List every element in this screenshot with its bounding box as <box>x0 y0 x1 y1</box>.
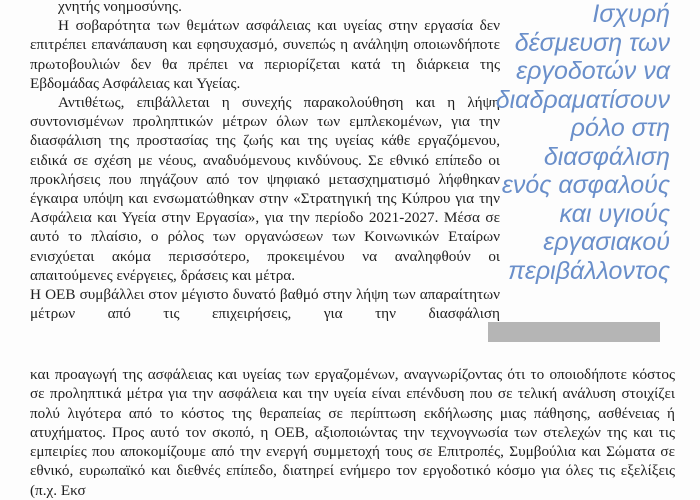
pull-quote-rule <box>488 322 660 342</box>
article-full-width <box>30 365 675 500</box>
article-fragment-top: χνητής νοημοσύνης. <box>58 0 182 15</box>
pull-quote: Ισχυρή δέσμευση των εργοδοτών να διαδραματίσουν ρόλο στη διασφάλιση ενός ασφαλούς και υγιούς εργασιακού περιβάλλοντος <box>495 0 670 285</box>
article-paragraph-3-start: Η ΟΕΒ συμβάλλει στον μέγιστο δυνατό βαθμό στην λήψη των απαραίτητων μέτρων από τις επιχειρήσεις, για την διασφάλιση <box>30 286 500 323</box>
article-column <box>30 0 500 323</box>
article-paragraph-1: Η σοβαρότητα των θεμάτων ασφάλειας και υγείας στην εργασία δεν επιτρέπει επανάπαυση και εφησυχασμό, συνεπώς η ανάληψη οποιωνδήποτε πρωτοβουλιών δεν θα πρέπει να περιορίζεται κατά τη διάρκεια της Εβδομάδας Ασφάλειας και Υγείας. <box>30 17 500 92</box>
article-paragraph-3-continued: και προαγωγή της ασφάλειας και υγείας των εργαζομένων, αναγνωρίζοντας ότι το οποιοδήποτε κόστος σε προληπτικά μέτρα για την ασφάλεια και την υγεία είναι επένδυση που σε τελική ανάλυση στοιχίζει πολύ λιγότερα από το κόστος της θεραπείας σε περίπτωση εκδήλωσης μιας πάθησης, ασθένειας ή ατυχήματος. Προς αυτό τον σκοπό, η ΟΕΒ, αξιοποιώντας την τεχνογνωσία των στελεχών της και τις εμπειρίες που αποκομίζουμε από την ενεργή συμμετοχή τους σε Επιτροπές, Συμβούλια και Σώματα σε εθνικό, ευρωπαϊκό και διεθνές επίπεδο, διατηρεί ενήμερο τον εργοδοτικό κόσμο για όλες τις εξελίξεις (π.χ. Εκσ <box>30 366 675 499</box>
article-paragraph-2: Αντιθέτως, επιβάλλεται η συνεχής παρακολούθηση και η λήψη συντονισμένων προληπτικών μέτρων όλων των εμπλεκομένων, για την διασφάλιση της προστασίας της ζωής και της υγείας κάθε εργαζόμενου, ειδικά σε σχέση με νέους, αναδυόμενους κινδύνους. Σε εθνικό επίπεδο οι προκλήσεις που πηγάζουν από τον ψηφιακό μετασχηματισμό λήφθηκαν έγκαιρα υπόψη και ενσωματώθηκαν στην «Στρατηγική της Κύπρου για την Ασφάλεια και Υγεία στην Εργασία», για την περίοδο 2021-2027. Μέσα σε αυτό το πλαίσιο, ο ρόλος των οργανώσεων των Κοινωνικών Εταίρων ενισχύεται ακόμα περισσότερο, προκειμένου να αναληφθούν οι απαιτούμενες ενέργειες, δράσεις και μέτρα. <box>30 94 500 284</box>
